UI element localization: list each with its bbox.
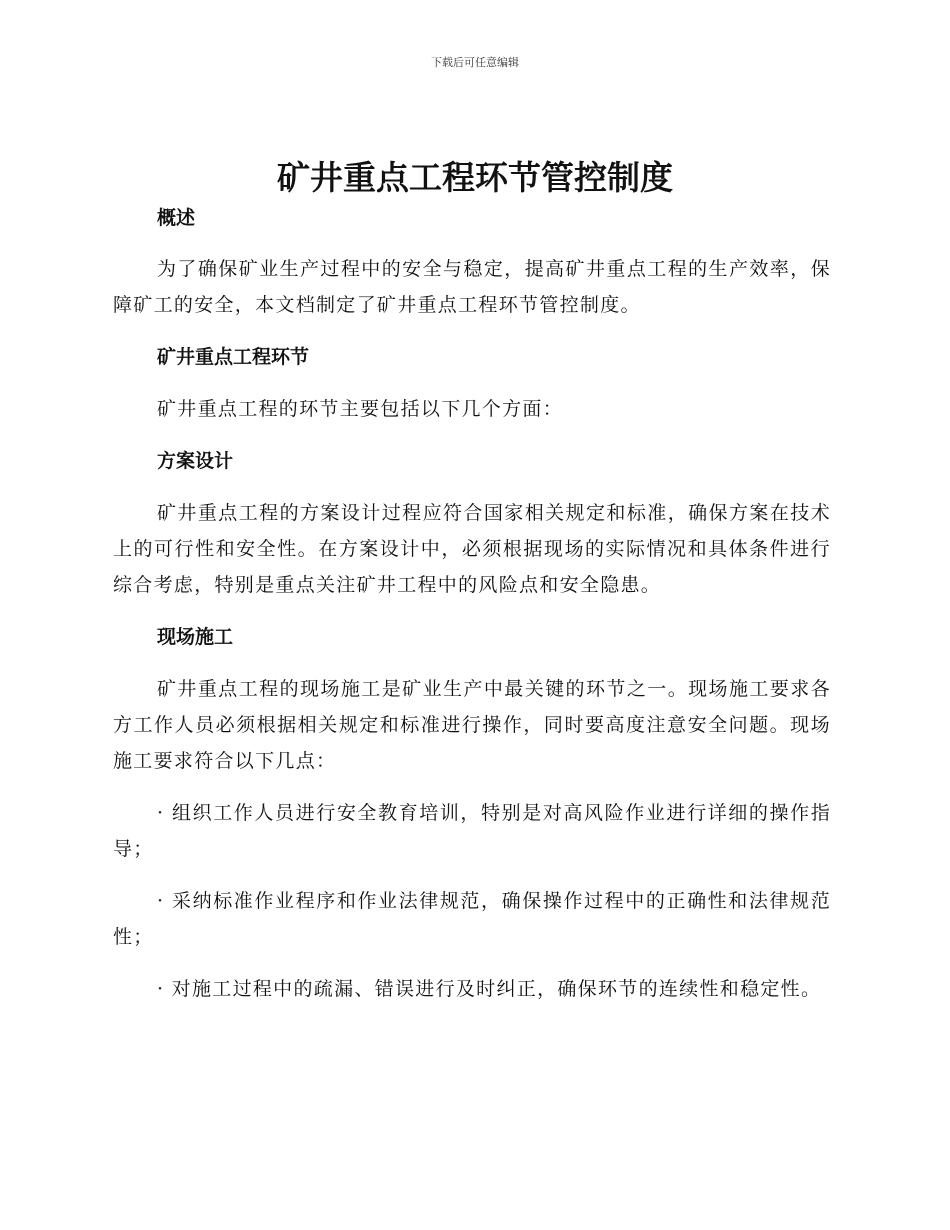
heading-overview: 概述: [157, 207, 196, 229]
document-body: [113, 200, 831, 1007]
paragraph-overview: 为了确保矿业生产过程中的安全与稳定，提高矿井重点工程的生产效率，保障矿工的安全，本文档制定了矿井重点工程环节管控制度。: [113, 258, 831, 316]
list-item: · 采纳标准作业程序和作业法律规范，确保操作过程中的正确性和法律规范性；: [113, 890, 831, 948]
page-header-note: 下载后可任意编辑: [431, 56, 519, 69]
paragraph-site-construction: 矿井重点工程的现场施工是矿业生产中最关键的环节之一。现场施工要求各方工作人员必须根据相关规定和标准进行操作，同时要高度注意安全问题。现场施工要求符合以下几点：: [113, 678, 831, 772]
list-item: · 组织工作人员进行安全教育培训，特别是对高风险作业进行详细的操作指导；: [113, 802, 831, 860]
heading-site-construction: 现场施工: [157, 626, 234, 648]
list-item: · 对施工过程中的疏漏、错误进行及时纠正，确保环节的连续性和稳定性。: [157, 978, 822, 1000]
heading-key-links: 矿井重点工程环节: [157, 346, 310, 368]
paragraph-key-links: 矿井重点工程的环节主要包括以下几个方面：: [157, 398, 564, 420]
document-title: 矿井重点工程环节管控制度: [277, 158, 673, 197]
paragraph-scheme-design: 矿井重点工程的方案设计过程应符合国家相关规定和标准，确保方案在技术上的可行性和安全性。在方案设计中，必须根据现场的实际情况和具体条件进行综合考虑，特别是重点关注矿井工程中的风险点和安全隐患。: [113, 502, 831, 596]
heading-scheme-design: 方案设计: [157, 450, 234, 472]
